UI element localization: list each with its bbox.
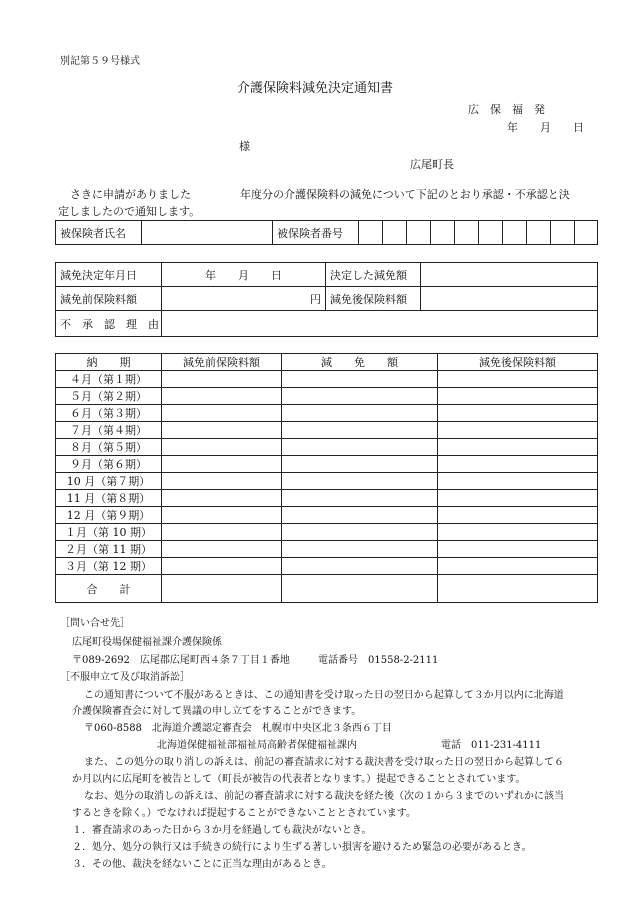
schedule-reduction-cell[interactable] xyxy=(282,541,438,558)
schedule-period-label: ７月（第４期） xyxy=(56,422,162,439)
schedule-before-cell[interactable] xyxy=(162,439,282,456)
insured-number-digit[interactable] xyxy=(383,221,407,245)
schedule-row xyxy=(56,507,598,524)
schedule-period-label: ９月（第６期） xyxy=(56,456,162,473)
schedule-after-cell[interactable] xyxy=(438,490,598,507)
insured-number-digit[interactable] xyxy=(455,221,479,245)
schedule-before-cell[interactable] xyxy=(162,371,282,388)
premium-after-field[interactable] xyxy=(421,287,598,311)
board-office: 北海道保健福祉部福祉局高齢者保健福祉課内 xyxy=(157,740,357,751)
schedule-after-cell[interactable] xyxy=(438,524,598,541)
schedule-before-cell[interactable] xyxy=(162,456,282,473)
insured-number-digit[interactable] xyxy=(431,221,455,245)
schedule-row xyxy=(56,558,598,575)
schedule-row xyxy=(56,439,598,456)
schedule-reduction-cell[interactable] xyxy=(282,405,438,422)
schedule-after-cell[interactable] xyxy=(438,473,598,490)
appeal-paragraph-3: なお、処分の取消しの訴えは、前記の審査請求に対する裁決を経た後（次の１から３までのいずれかに該当 xyxy=(84,791,564,802)
exception-item-2: ２．処分、処分の執行又は手続きの続行により生ずる著しい損害を避けるため緊急の必要があるとき。 xyxy=(72,842,532,853)
appeal-paragraph-1: この通知書について不服があるときは、この通知書を受け取った日の翌日から起算して３か月以内に北海道 xyxy=(84,690,564,701)
schedule-total-label: 合 計 xyxy=(56,575,162,603)
schedule-before-cell[interactable] xyxy=(162,388,282,405)
schedule-row xyxy=(56,422,598,439)
insured-number-digit[interactable] xyxy=(551,221,575,245)
schedule-header-reduction: 減 免 額 xyxy=(282,354,438,371)
insured-table xyxy=(55,220,598,245)
insured-name-field[interactable] xyxy=(142,221,273,245)
intro-line-1b: 年度分の介護保険料の減免について下記のとおり承認・不承認と決 xyxy=(240,188,570,201)
schedule-period-label: ５月（第２期） xyxy=(56,388,162,405)
schedule-after-cell[interactable] xyxy=(438,558,598,575)
schedule-after-cell[interactable] xyxy=(438,439,598,456)
insured-number-digit[interactable] xyxy=(575,221,598,245)
decision-table xyxy=(55,262,598,337)
schedule-period-label: ４月（第１期） xyxy=(56,371,162,388)
schedule-before-cell[interactable] xyxy=(162,405,282,422)
schedule-row xyxy=(56,541,598,558)
schedule-period-label: ２月（第 11 期） xyxy=(56,541,162,558)
schedule-after-cell[interactable] xyxy=(438,371,598,388)
contact-address: 〒089-2692 広尾郡広尾町西４条７丁目１番地 xyxy=(72,655,290,666)
schedule-before-cell[interactable] xyxy=(162,490,282,507)
schedule-total-reduction[interactable] xyxy=(282,575,438,603)
schedule-after-cell[interactable] xyxy=(438,388,598,405)
document-number: 広 保 福 発 xyxy=(468,103,545,116)
insured-number-label: 被保険者番号 xyxy=(273,221,359,245)
schedule-row xyxy=(56,524,598,541)
approved-amount-field[interactable] xyxy=(421,263,598,287)
schedule-row xyxy=(56,473,598,490)
schedule-after-cell[interactable] xyxy=(438,507,598,524)
reject-reason-field[interactable] xyxy=(162,311,598,337)
appeal-paragraph-1b: 介護保険審査会に対して異議の申し立てをすることができます。 xyxy=(72,706,362,717)
schedule-row xyxy=(56,371,598,388)
insured-number-digit[interactable] xyxy=(479,221,503,245)
schedule-reduction-cell[interactable] xyxy=(282,490,438,507)
schedule-row xyxy=(56,405,598,422)
insured-number-digit[interactable] xyxy=(407,221,431,245)
contact-heading: ［問い合せ先］ xyxy=(60,618,130,629)
schedule-before-cell[interactable] xyxy=(162,507,282,524)
schedule-before-cell[interactable] xyxy=(162,558,282,575)
decision-date-field[interactable]: 年 月 日 xyxy=(162,263,326,287)
premium-before-field[interactable]: 円 xyxy=(162,287,326,311)
schedule-after-cell[interactable] xyxy=(438,456,598,473)
board-address: 〒060-8588 北海道介護認定審査会 札幌市中央区北３条西６丁目 xyxy=(84,723,392,734)
schedule-reduction-cell[interactable] xyxy=(282,456,438,473)
schedule-reduction-cell[interactable] xyxy=(282,558,438,575)
exception-item-1: １．審査請求のあった日から３か月を経過しても裁決がないとき。 xyxy=(72,825,372,836)
schedule-period-label: 12 月（第９期） xyxy=(56,507,162,524)
schedule-header-after: 減免後保険料額 xyxy=(438,354,598,371)
appeal-paragraph-2b: か月以内に広尾町を被告として（町長が被告の代表者となります。）提起できることとされています。 xyxy=(72,774,526,785)
schedule-before-cell[interactable] xyxy=(162,422,282,439)
schedule-total-after[interactable] xyxy=(438,575,598,603)
schedule-total-before[interactable] xyxy=(162,575,282,603)
appeal-heading: ［不服申立て及び取消訴訟］ xyxy=(60,672,190,683)
reject-reason-label: 不 承 認 理 由 xyxy=(56,311,162,337)
schedule-reduction-cell[interactable] xyxy=(282,439,438,456)
insured-name-label: 被保険者氏名 xyxy=(56,221,142,245)
premium-before-label: 減免前保険料額 xyxy=(56,287,162,311)
schedule-period-label: 10 月（第７期） xyxy=(56,473,162,490)
schedule-row xyxy=(56,456,598,473)
page-title: 介護保険料減免決定通知書 xyxy=(236,81,393,96)
schedule-period-label: 11 月（第８期） xyxy=(56,490,162,507)
schedule-period-label: １月（第 10 期） xyxy=(56,524,162,541)
insured-number-digit[interactable] xyxy=(503,221,527,245)
approved-amount-label: 決定した減免額 xyxy=(326,263,421,287)
form-number: 別記第５９号様式 xyxy=(60,56,140,67)
schedule-period-label: ３月（第 12 期） xyxy=(56,558,162,575)
schedule-after-cell[interactable] xyxy=(438,422,598,439)
schedule-header-before: 減免前保険料額 xyxy=(162,354,282,371)
schedule-header-period: 納 期 xyxy=(56,354,162,371)
schedule-reduction-cell[interactable] xyxy=(282,524,438,541)
insured-number-digit[interactable] xyxy=(359,221,383,245)
decision-date-label: 減免決定年月日 xyxy=(56,263,162,287)
intro-line-1a: さきに申請がありました xyxy=(70,188,191,201)
schedule-period-label: ６月（第３期） xyxy=(56,405,162,422)
appeal-paragraph-3b: するときを除く。）でなければ提起することができないこととされています。 xyxy=(72,808,416,819)
schedule-reduction-cell[interactable] xyxy=(282,473,438,490)
insured-number-digit[interactable] xyxy=(527,221,551,245)
schedule-table xyxy=(55,353,598,603)
schedule-after-cell[interactable] xyxy=(438,405,598,422)
board-tel: 電話 011-231-4111 xyxy=(441,740,542,751)
schedule-reduction-cell[interactable] xyxy=(282,422,438,439)
appeal-paragraph-2: また、この処分の取り消しの訴えは、前記の審査請求に対する裁決書を受け取った日の翌日から起算して６ xyxy=(84,757,564,768)
issuer: 広尾町長 xyxy=(410,158,454,171)
schedule-row xyxy=(56,490,598,507)
recipient-suffix: 様 xyxy=(239,140,250,153)
contact-office: 広尾町役場保健福祉課介護保険係 xyxy=(72,637,222,648)
schedule-after-cell[interactable] xyxy=(438,541,598,558)
schedule-period-label: ８月（第５期） xyxy=(56,439,162,456)
schedule-reduction-cell[interactable] xyxy=(282,388,438,405)
schedule-reduction-cell[interactable] xyxy=(282,507,438,524)
schedule-before-cell[interactable] xyxy=(162,473,282,490)
schedule-reduction-cell[interactable] xyxy=(282,371,438,388)
premium-after-label: 減免後保険料額 xyxy=(326,287,421,311)
schedule-before-cell[interactable] xyxy=(162,541,282,558)
contact-tel: 電話番号 01558-2-2111 xyxy=(318,655,439,666)
schedule-row xyxy=(56,388,598,405)
schedule-before-cell[interactable] xyxy=(162,524,282,541)
issue-date: 年 月 日 xyxy=(507,121,584,134)
intro-line-2: 定しましたので通知します。 xyxy=(58,205,201,218)
exception-item-3: ３．その他、裁決を経ないことに正当な理由があるとき。 xyxy=(72,859,332,870)
